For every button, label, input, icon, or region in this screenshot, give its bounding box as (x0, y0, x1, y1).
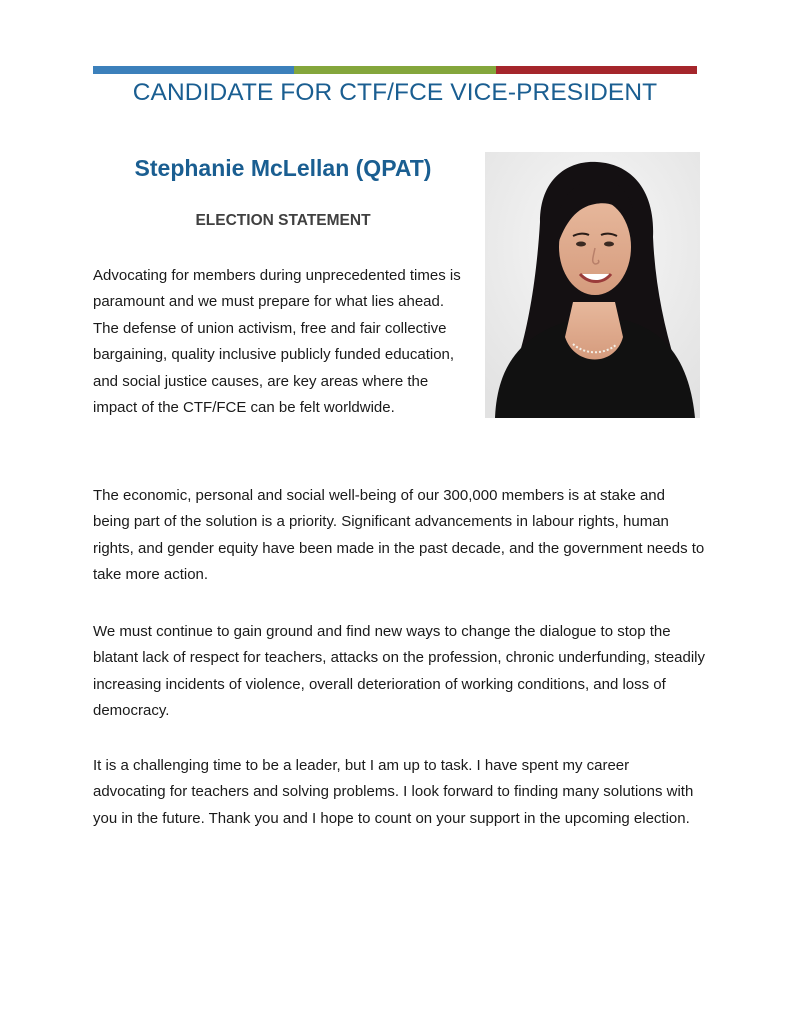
election-statement-heading: ELECTION STATEMENT (195, 212, 371, 229)
header-color-bar (93, 66, 697, 74)
statement-paragraph: We must continue to gain ground and find new ways to change the dialogue to stop the blatant lack of respect for teachers, attacks on the profession, chronic underfunding, steadily increasing incidents of violence, overall deterioration of working conditions, and loss of democracy. (93, 623, 706, 720)
statement-paragraph: Advocating for members during unprecedented times is paramount and we must prepare for what lies ahead. The defense of union activism, free and fair collective bargaining, quality inclusive publicly funded education, and social justice causes, are key areas where the impact of the CTF/FCE can be felt worldwide. (93, 267, 461, 417)
statement-paragraph: The economic, personal and social well-being of our 300,000 members is at stake and being part of the solution is a priority. Significant advancements in labour rights, human rights, and gender equity have been made in the past decade, and the government needs to take more action. (93, 487, 705, 584)
page-title: CANDIDATE FOR CTF/FCE VICE-PRESIDENT (132, 79, 658, 106)
statement-paragraph: It is a challenging time to be a leader, but I am up to task. I have spent my career advocating for teachers and solving problems. I look forward to finding many solutions with you in the future. Thank you and I hope to count on your support in the upcoming election. (93, 757, 694, 827)
color-bar-blue-segment (93, 66, 294, 74)
color-bar-red-segment (496, 66, 697, 74)
color-bar-green-segment (294, 66, 495, 74)
candidate-name: Stephanie McLellan (QPAT) (134, 155, 432, 181)
candidate-photo (485, 152, 700, 418)
candidate-portrait-image (485, 152, 700, 418)
